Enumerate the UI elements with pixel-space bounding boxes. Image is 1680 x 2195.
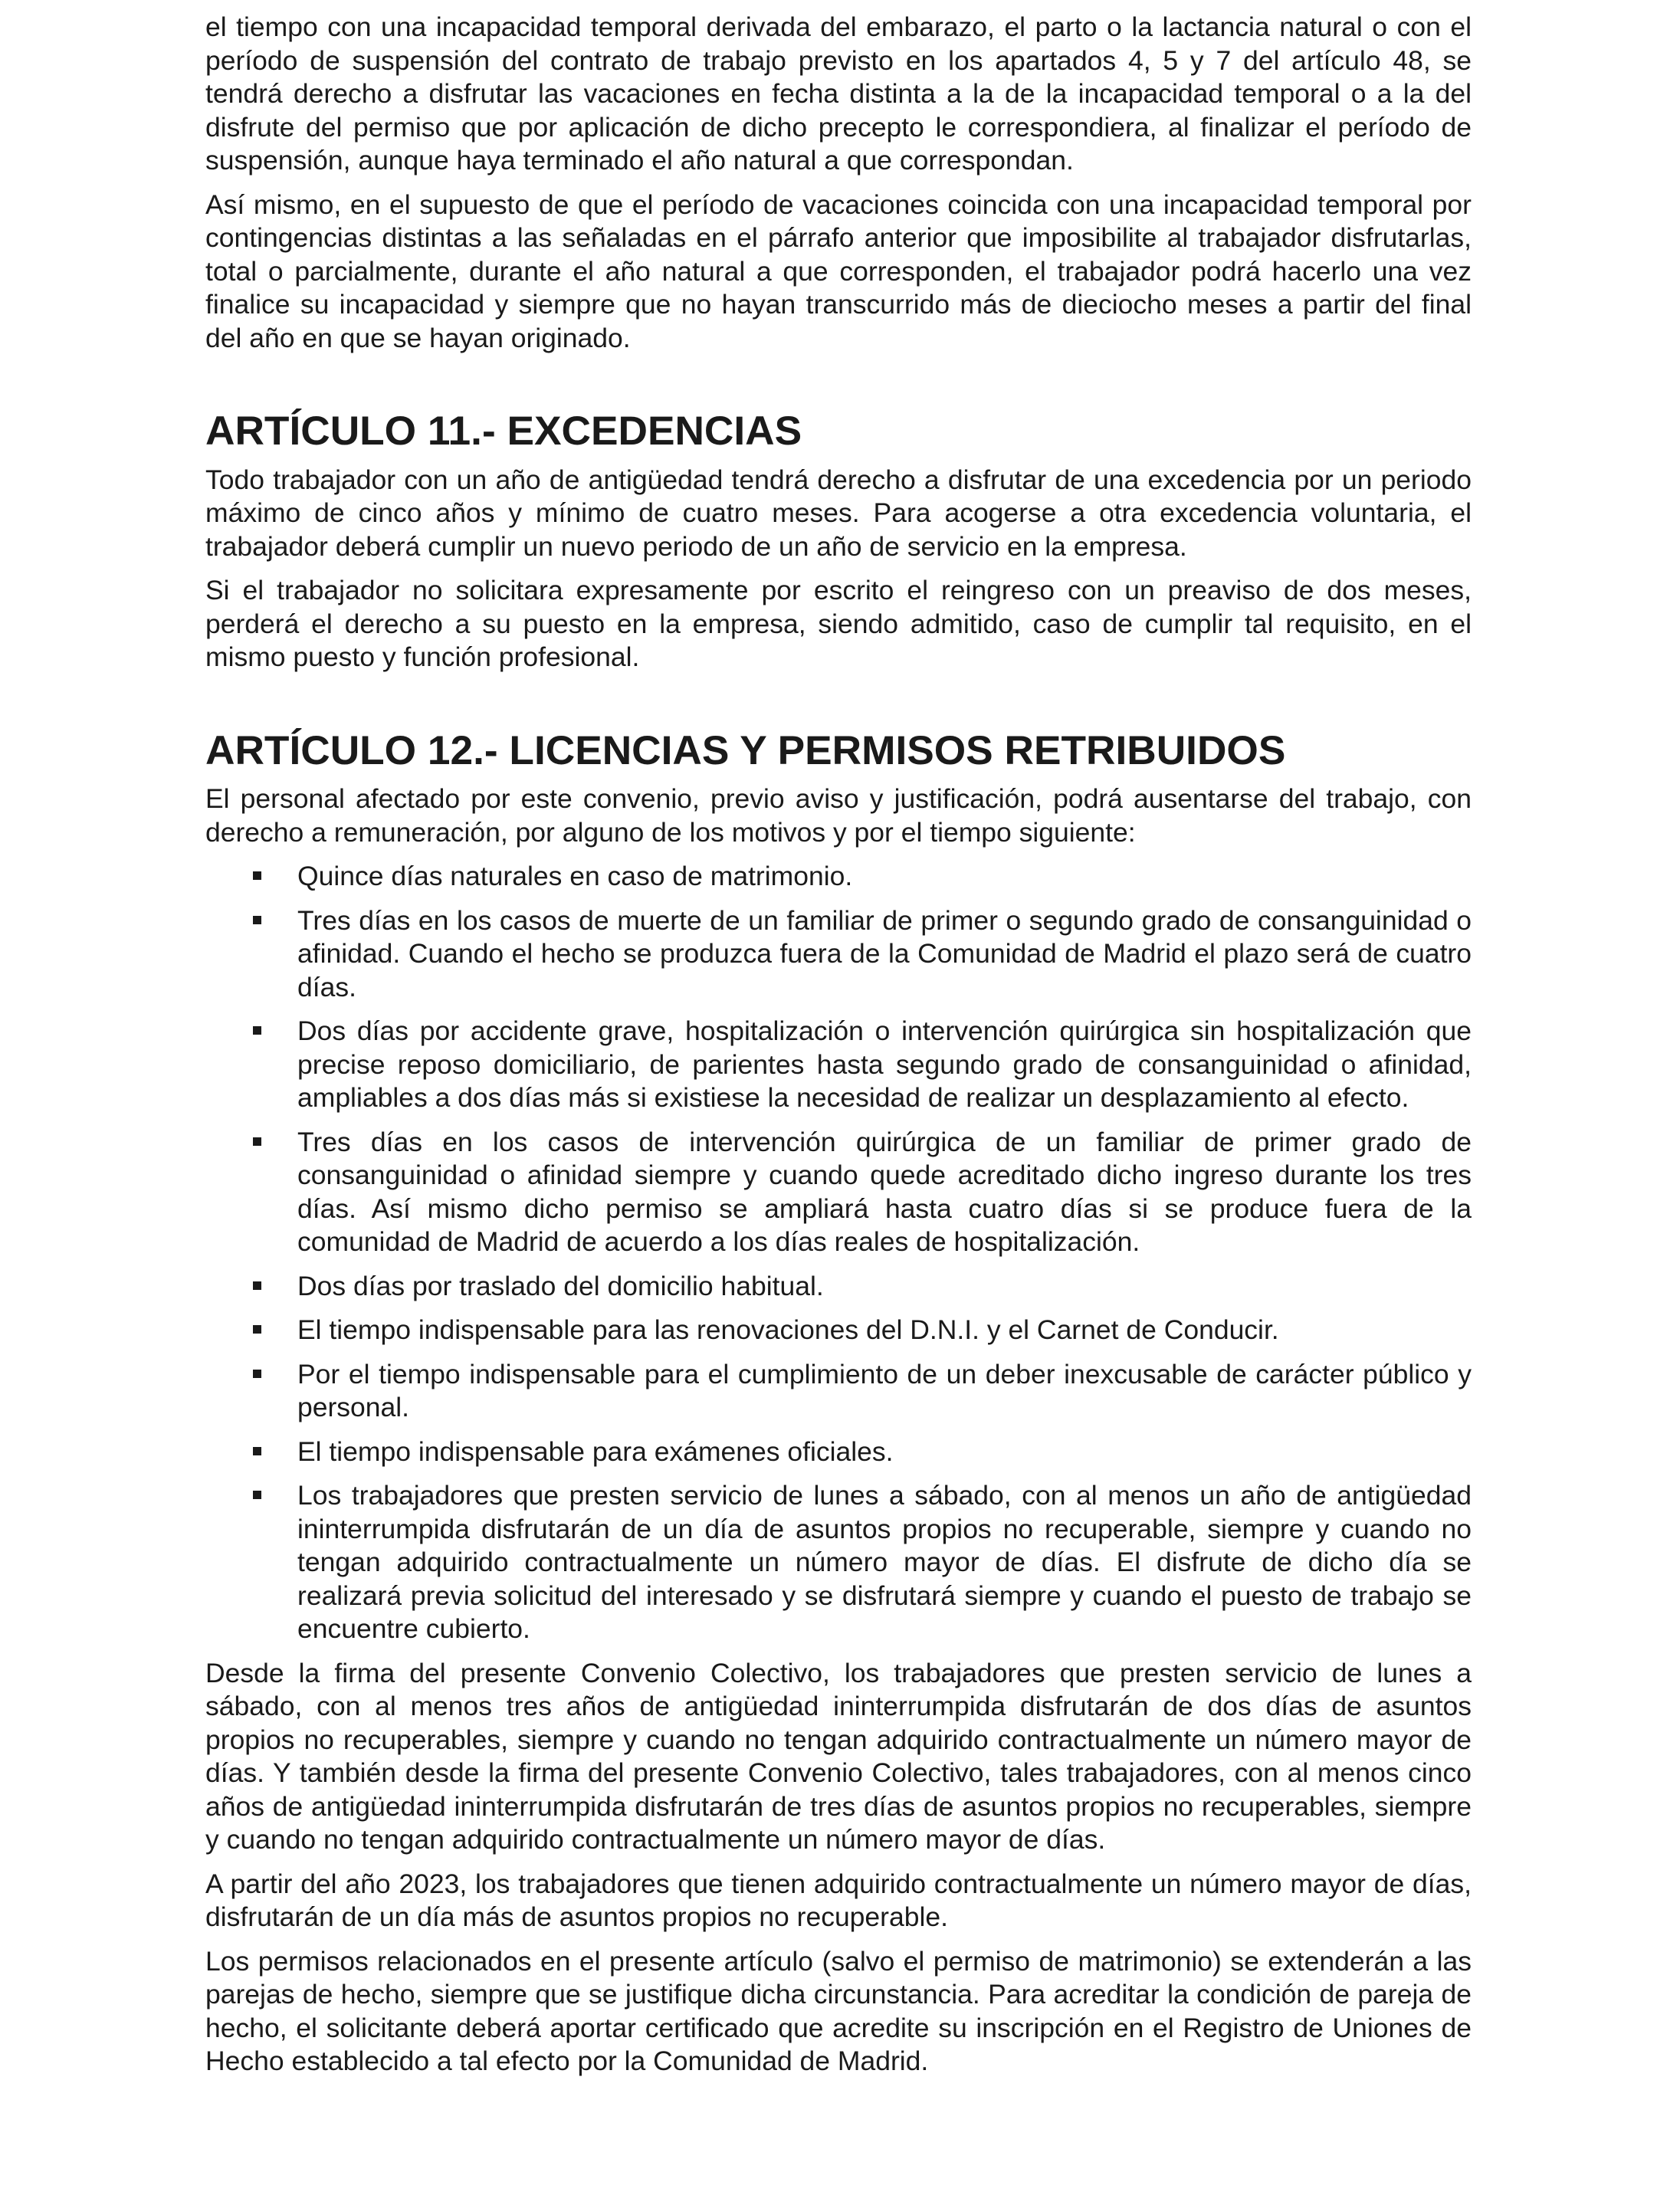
square-bullet-icon bbox=[253, 1137, 261, 1146]
list-item bbox=[205, 1015, 1472, 1115]
square-bullet-icon bbox=[253, 1281, 261, 1290]
square-bullet-icon bbox=[253, 1491, 261, 1499]
article-11-paragraph-1: Todo trabajador con un año de antigüedad tendrá derecho a disfrutar de una excedencia por un periodo máximo de cinco años y mínimo de cuatro meses. Para acogerse a otra excedencia voluntaria, el trabajador deberá cumplir un nuevo periodo de un año de servicio en la empresa. bbox=[205, 464, 1472, 562]
square-bullet-icon bbox=[253, 1325, 261, 1334]
list-item bbox=[205, 860, 1472, 894]
list-item-text: Tres días en los casos de muerte de un familiar de primer o segundo grado de consanguinidad o afinidad. Cuando el hecho se produzca fuera de la Comunidad de Madrid el plazo será de cuatro días. bbox=[297, 904, 1472, 1002]
list-item-text: Quince días naturales en caso de matrimonio. bbox=[297, 861, 853, 891]
intro-paragraph-2: Así mismo, en el supuesto de que el período de vacaciones coincida con una incapacidad temporal por contingencias distintas a las señaladas en el párrafo anterior que imposibilite al trabajador disfrutarlas, total o parcialmente, durante el año natural a que corresponden, el trabajador podrá hacerlo una vez finalice su incapacidad y siempre que no hayan transcurrido más de dieciocho meses a partir del final del año en que se hayan originado. bbox=[205, 189, 1472, 353]
article-12-closing-paragraph-2: A partir del año 2023, los trabajadores que tienen adquirido contractualmente un número mayor de días, disfrutarán de un día más de asuntos propios no recuperable. bbox=[205, 1868, 1472, 1932]
permissions-list bbox=[205, 860, 1472, 1646]
square-bullet-icon bbox=[253, 916, 261, 924]
article-11-paragraph-2: Si el trabajador no solicitara expresamente por escrito el reingreso con un preaviso de dos meses, perderá el derecho a su puesto en la empresa, siendo admitido, caso de cumplir tal requisito, en el mismo puesto y función profesional. bbox=[205, 575, 1472, 672]
list-item bbox=[205, 1270, 1472, 1304]
list-item bbox=[205, 1358, 1472, 1425]
list-item-text: El tiempo indispensable para exámenes oficiales. bbox=[297, 1435, 894, 1467]
list-item-text: Dos días por traslado del domicilio habitual. bbox=[297, 1270, 824, 1301]
list-item-text: El tiempo indispensable para las renovaciones del D.N.I. y el Carnet de Conducir. bbox=[297, 1314, 1279, 1345]
square-bullet-icon bbox=[253, 1370, 261, 1378]
list-item bbox=[205, 904, 1472, 1005]
list-item bbox=[205, 1314, 1472, 1347]
article-11-heading: ARTÍCULO 11.- EXCEDENCIAS bbox=[205, 408, 802, 454]
list-item-text: Los trabajadores que presten servicio de lunes a sábado, con al menos un año de antigüedad ininterrumpida disfrutarán de un día de asuntos propios no recuperable, siempre y cuando no tengan adquirido contractualmente un número mayor de días. El disfrute de dicho día se realizará previa solicitud del interesado y se disfrutará siempre y cuando el puesto de trabajo se encuentre cubierto. bbox=[297, 1480, 1472, 1644]
list-item bbox=[205, 1126, 1472, 1259]
article-12-closing-paragraph-1: Desde la firma del presente Convenio Colectivo, los trabajadores que presten servicio de lunes a sábado, con al menos tres años de antigüedad ininterrumpida disfrutarán de dos días de asuntos propios no recuperables, siempre y cuando no tengan adquirido contractualmente un número mayor de días. Y también desde la firma del presente Convenio Colectivo, tales trabajadores, con al menos cinco años de antigüedad ininterrumpida disfrutarán de tres días de asuntos propios no recuperables, siempre y cuando no tengan adquirido contractualmente un número mayor de días. bbox=[205, 1657, 1472, 1855]
list-item-text: Dos días por accidente grave, hospitalización o intervención quirúrgica sin hospitalización que precise reposo domiciliario, de parientes hasta segundo grado de consanguinidad o afinidad, ampliables a dos días más si existiese la necesidad de realizar un desplazamiento al efecto. bbox=[297, 1015, 1472, 1113]
intro-paragraph-1: el tiempo con una incapacidad temporal derivada del embarazo, el parto o la lactancia natural o con el período de suspensión del contrato de trabajo previsto en los apartados 4, 5 y 7 del artículo 48, se tendrá derecho a disfrutar las vacaciones en fecha distinta a la de la incapacidad temporal o a la del disfrute del permiso que por aplicación de dicho precepto le correspondiera, al finalizar el período de suspensión, aunque haya terminado el año natural a que correspondan. bbox=[205, 11, 1472, 176]
square-bullet-icon bbox=[253, 1447, 261, 1455]
list-item-text: Por el tiempo indispensable para el cumplimiento de un deber inexcusable de carácter público y personal. bbox=[297, 1358, 1472, 1422]
article-12-heading: ARTÍCULO 12.- LICENCIAS Y PERMISOS RETRIBUIDOS bbox=[205, 727, 1286, 773]
square-bullet-icon bbox=[253, 1026, 261, 1035]
list-item bbox=[205, 1479, 1472, 1646]
article-12-intro: El personal afectado por este convenio, previo aviso y justificación, podrá ausentarse del trabajo, con derecho a remuneración, por alguno de los motivos y por el tiempo siguiente: bbox=[205, 783, 1472, 848]
list-item bbox=[205, 1435, 1472, 1469]
list-item-text: Tres días en los casos de intervención quirúrgica de un familiar de primer grado de consanguinidad o afinidad siempre y cuando quede acreditado dicho ingreso durante los tres días. Así mismo dicho permiso se ampliará hasta cuatro días si se produce fuera de la comunidad de Madrid de acuerdo a los días reales de hospitalización. bbox=[297, 1126, 1472, 1257]
article-12-closing-paragraph-3: Los permisos relacionados en el presente artículo (salvo el permiso de matrimonio) se extenderán a las parejas de hecho, siempre que se justifique dicha circunstancia. Para acreditar la condición de pareja de hecho, el solicitante deberá aportar certificado que acredite su inscripción en el Registro de Uniones de Hecho establecido a tal efecto por la Comunidad de Madrid. bbox=[205, 1945, 1472, 2076]
square-bullet-icon bbox=[253, 871, 261, 880]
document-page bbox=[205, 11, 1472, 2089]
